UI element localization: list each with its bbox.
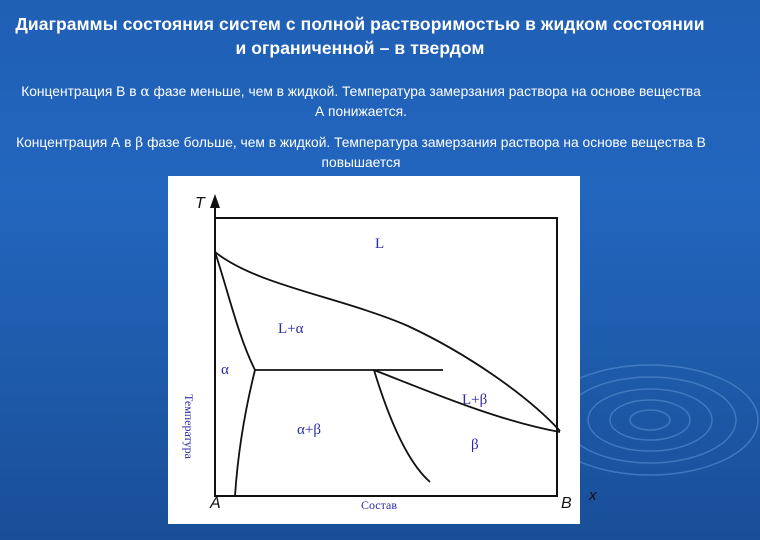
slide-title: Диаграммы состояния систем с полной растворимостью в жидком состоянии и ограниченной – в твердом	[15, 14, 705, 58]
alpha-symbol: α	[140, 84, 150, 100]
liquidus-curve	[215, 252, 560, 431]
region-liquid-alpha-label: L+α	[278, 321, 304, 337]
component-a-label: A	[210, 495, 221, 512]
beta-solvus-curve	[374, 370, 430, 482]
beta-symbol: β	[135, 135, 144, 151]
paragraph-beta-text-start: Концентрация А в	[16, 135, 136, 150]
paragraph-beta	[16, 133, 706, 172]
region-beta-label: β	[471, 437, 479, 453]
paragraph-alpha-text-end: фазе меньше, чем в жидкой. Температура замерзания раствора на основе вещества А понижается.	[149, 84, 701, 119]
component-b-label: B	[561, 495, 572, 512]
phase-diagram-svg	[168, 176, 597, 524]
paragraph-alpha	[16, 82, 706, 121]
phase-diagram	[168, 176, 597, 524]
temperature-axis-arrow	[210, 194, 220, 208]
region-liquid-beta-label: L+β	[462, 392, 488, 408]
alpha-solidus-curve	[215, 252, 255, 370]
temperature-axis-name: Температура	[182, 394, 196, 459]
diagram-frame	[215, 218, 557, 496]
composition-axis-letter: x	[589, 487, 597, 504]
composition-axis-name: Состав	[361, 498, 398, 512]
region-alpha-beta-label: α+β	[297, 422, 321, 438]
paragraph-alpha-text-start: Концентрация В в	[21, 84, 141, 99]
region-alpha-label: α	[221, 362, 229, 378]
paragraph-beta-text-end: фазе больше, чем в жидкой. Температура замерзания раствора на основе вещества В повышается	[143, 135, 706, 170]
temperature-axis-letter: T	[195, 195, 205, 212]
region-liquid-label: L	[375, 236, 385, 252]
alpha-solvus-curve	[235, 370, 255, 496]
